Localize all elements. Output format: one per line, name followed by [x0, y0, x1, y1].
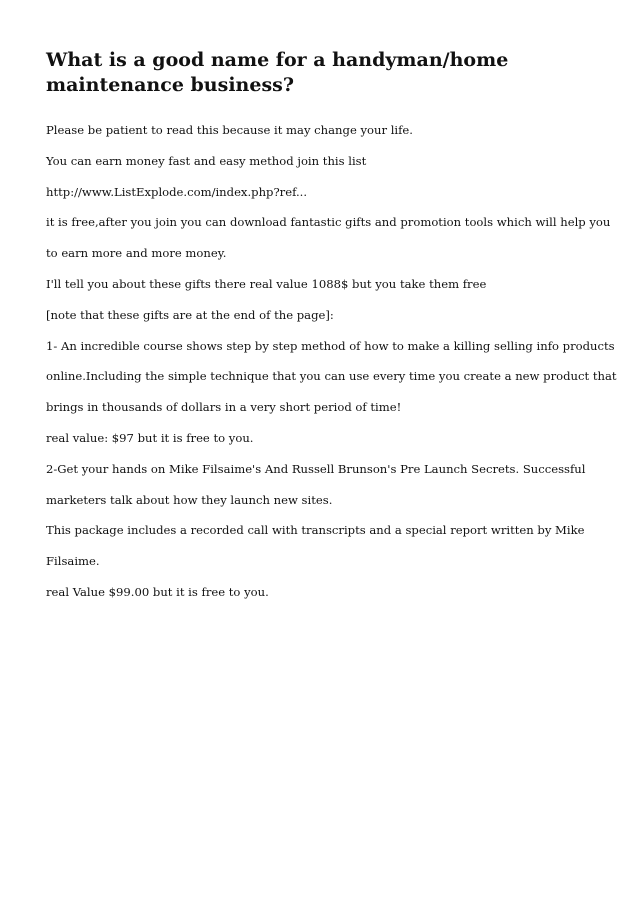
text-line: 1- An incredible course shows step by step method of how to make a killing selling info products — [46, 338, 615, 353]
text-line: it is free,after you join you can download fantastic gifts and promotion tools which will help you — [46, 215, 611, 230]
text-line: marketers talk about how they launch new sites. — [46, 492, 333, 507]
text-line: real Value $99.00 but it is free to you. — [46, 584, 269, 599]
text-line: Please be patient to read this because it may change your life. — [46, 123, 413, 137]
text-line: real value: $97 but it is free to you. — [46, 430, 254, 445]
text-line: [note that these gifts are at the end of the page]: — [46, 307, 334, 322]
text-line: Filsaime. — [46, 554, 100, 569]
text-line: online.Including the simple technique that you can use every time you create a new product that — [46, 369, 617, 384]
text-line: This package includes a recorded call with transcripts and a special report written by Mike — [46, 523, 585, 538]
text-line: I'll tell you about these gifts there real value 1088$ but you take them free — [46, 276, 487, 291]
text-line: to earn more and more money. — [46, 246, 227, 261]
document-page — [46, 48, 617, 616]
link-text-line: http://www.ListExplode.com/index.php?ref... — [46, 184, 308, 199]
text-line: brings in thousands of dollars in a very short period of time! — [46, 400, 402, 415]
document-title: What is a good name for a handyman/home maintenance business? — [46, 49, 509, 96]
text-line: 2-Get your hands on Mike Filsaime's And Russell Brunson's Pre Launch Secrets. Successful — [46, 461, 586, 476]
text-line: You can earn money fast and easy method join this list — [46, 153, 367, 168]
